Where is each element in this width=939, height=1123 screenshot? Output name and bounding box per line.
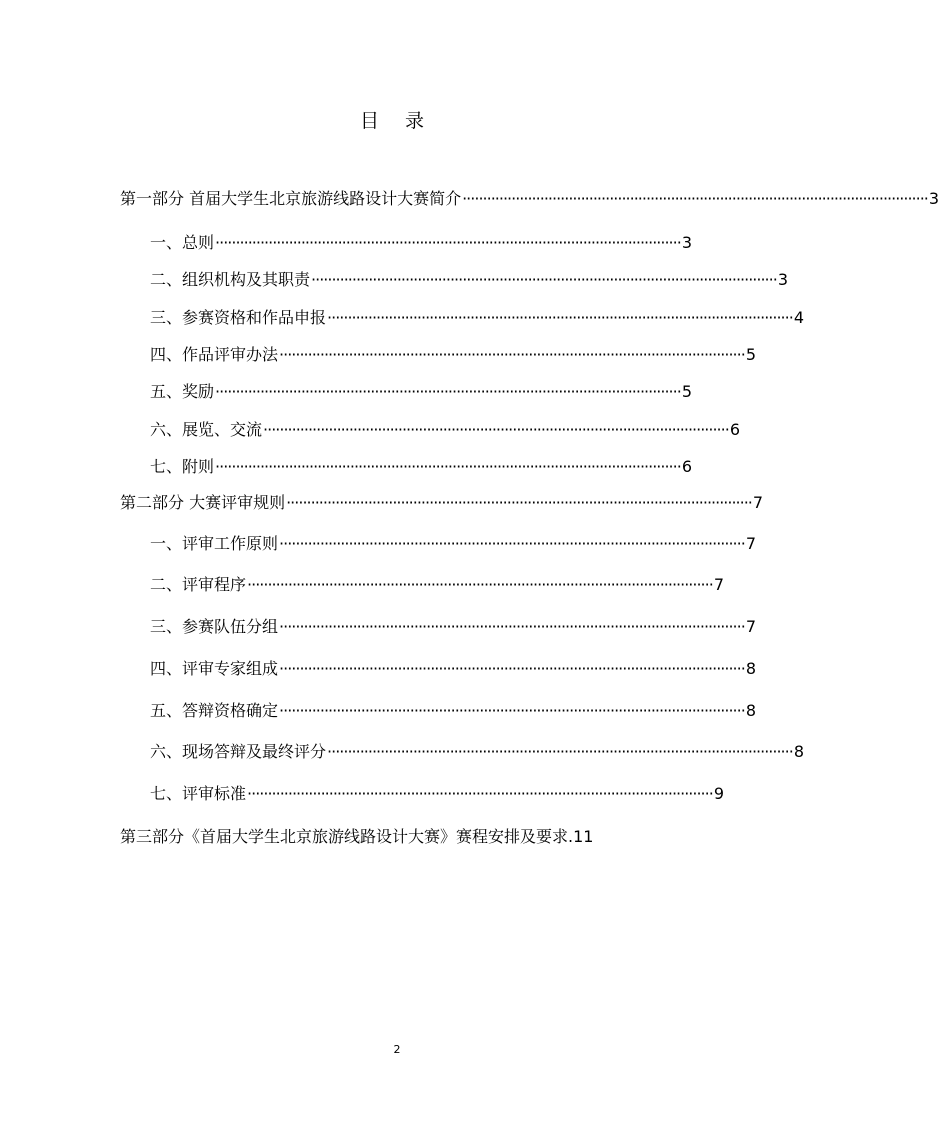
toc-entry-page: 8 (745, 659, 756, 678)
toc-entry-label: 二、组织机构及其职责 (150, 270, 311, 289)
toc-entry-label: 五、奖励 (150, 382, 215, 401)
toc-entry-label: 六、展览、交流 (150, 420, 263, 439)
toc-entry-part-1[interactable] (120, 188, 939, 210)
toc-leader-dots: ·················································································································· (327, 308, 793, 327)
toc-entry-page: 3 (777, 270, 788, 289)
toc-leader-dots: ·················································································································· (279, 659, 745, 678)
toc-leader-dots: ·················································································································· (215, 382, 681, 401)
toc-entry-part-3[interactable]: 第三部分《首届大学生北京旅游线路设计大赛》赛程安排及要求.11 (120, 827, 594, 846)
toc-entry-section[interactable] (150, 741, 804, 763)
toc-entry-label: 三、参赛资格和作品申报 (150, 308, 327, 327)
toc-title: 目 录 (359, 110, 435, 132)
toc-leader-dots: ·················································································································· (279, 617, 745, 636)
toc-entry-label: 七、附则 (150, 457, 215, 476)
toc-leader-dots: ·················································································································· (263, 420, 729, 439)
toc-entry-page: 3 (681, 233, 692, 252)
toc-leader-dots: ·················································································································· (279, 345, 745, 364)
toc-entry-section[interactable] (150, 381, 692, 403)
toc-entry-page: 7 (745, 617, 756, 636)
toc-leader-dots: ·················································································································· (462, 189, 928, 208)
toc-leader-dots: ·················································································································· (215, 233, 681, 252)
toc-leader-dots: ·················································································································· (286, 493, 752, 512)
toc-entry-page: 8 (793, 742, 804, 761)
toc-leader-dots: ·················································································································· (279, 534, 745, 553)
toc-entry-label: 二、评审程序 (150, 575, 247, 594)
toc-entry-section[interactable] (150, 700, 756, 722)
toc-entry-section[interactable] (150, 783, 724, 805)
toc-entry-label: 第二部分 大赛评审规则 (120, 493, 286, 512)
toc-entry-label: 七、评审标准 (150, 784, 247, 803)
toc-entry-page: 7 (752, 493, 764, 512)
toc-entry-section[interactable] (150, 574, 724, 596)
toc-entry-label: 四、作品评审办法 (150, 345, 279, 364)
toc-entry-page: 5 (745, 345, 756, 364)
toc-entry-section[interactable] (150, 533, 756, 555)
toc-entry-section[interactable] (150, 344, 756, 366)
toc-entry-page: 6 (681, 457, 692, 476)
toc-leader-dots: ·················································································································· (247, 575, 713, 594)
toc-entry-section[interactable] (150, 307, 804, 329)
toc-entry-label: 一、总则 (150, 233, 215, 252)
toc-entry-page: 7 (745, 534, 756, 553)
toc-entry-label: 三、参赛队伍分组 (150, 617, 279, 636)
toc-entry-label: 第一部分 首届大学生北京旅游线路设计大赛简介 (120, 189, 462, 208)
toc-leader-dots: ·················································································································· (279, 701, 745, 720)
toc-entry-page: 9 (713, 784, 724, 803)
toc-entry-page: 6 (729, 420, 740, 439)
toc-entry-section[interactable] (150, 269, 788, 291)
toc-entry-page: 4 (793, 308, 804, 327)
toc-entry-section[interactable] (150, 232, 692, 254)
toc-entry-label: 六、现场答辩及最终评分 (150, 742, 327, 761)
toc-entry-page: 8 (745, 701, 756, 720)
toc-leader-dots: ·················································································································· (247, 784, 713, 803)
toc-entry-label: 一、评审工作原则 (150, 534, 279, 553)
toc-entry-part-2[interactable] (120, 492, 764, 514)
toc-entry-section[interactable] (150, 456, 692, 478)
toc-entry-page: 5 (681, 382, 692, 401)
toc-entry-section[interactable] (150, 658, 756, 680)
toc-entry-section[interactable] (150, 616, 756, 638)
toc-leader-dots: ·················································································································· (215, 457, 681, 476)
page-number: 2 (393, 1043, 401, 1056)
toc-entry-label: 五、答辩资格确定 (150, 701, 279, 720)
toc-entry-label: 四、评审专家组成 (150, 659, 279, 678)
toc-entry-page: 3 (928, 189, 939, 208)
toc-leader-dots: ·················································································································· (311, 270, 777, 289)
toc-entry-section[interactable] (150, 419, 740, 441)
toc-leader-dots: ·················································································································· (327, 742, 793, 761)
toc-entry-page: 7 (713, 575, 724, 594)
